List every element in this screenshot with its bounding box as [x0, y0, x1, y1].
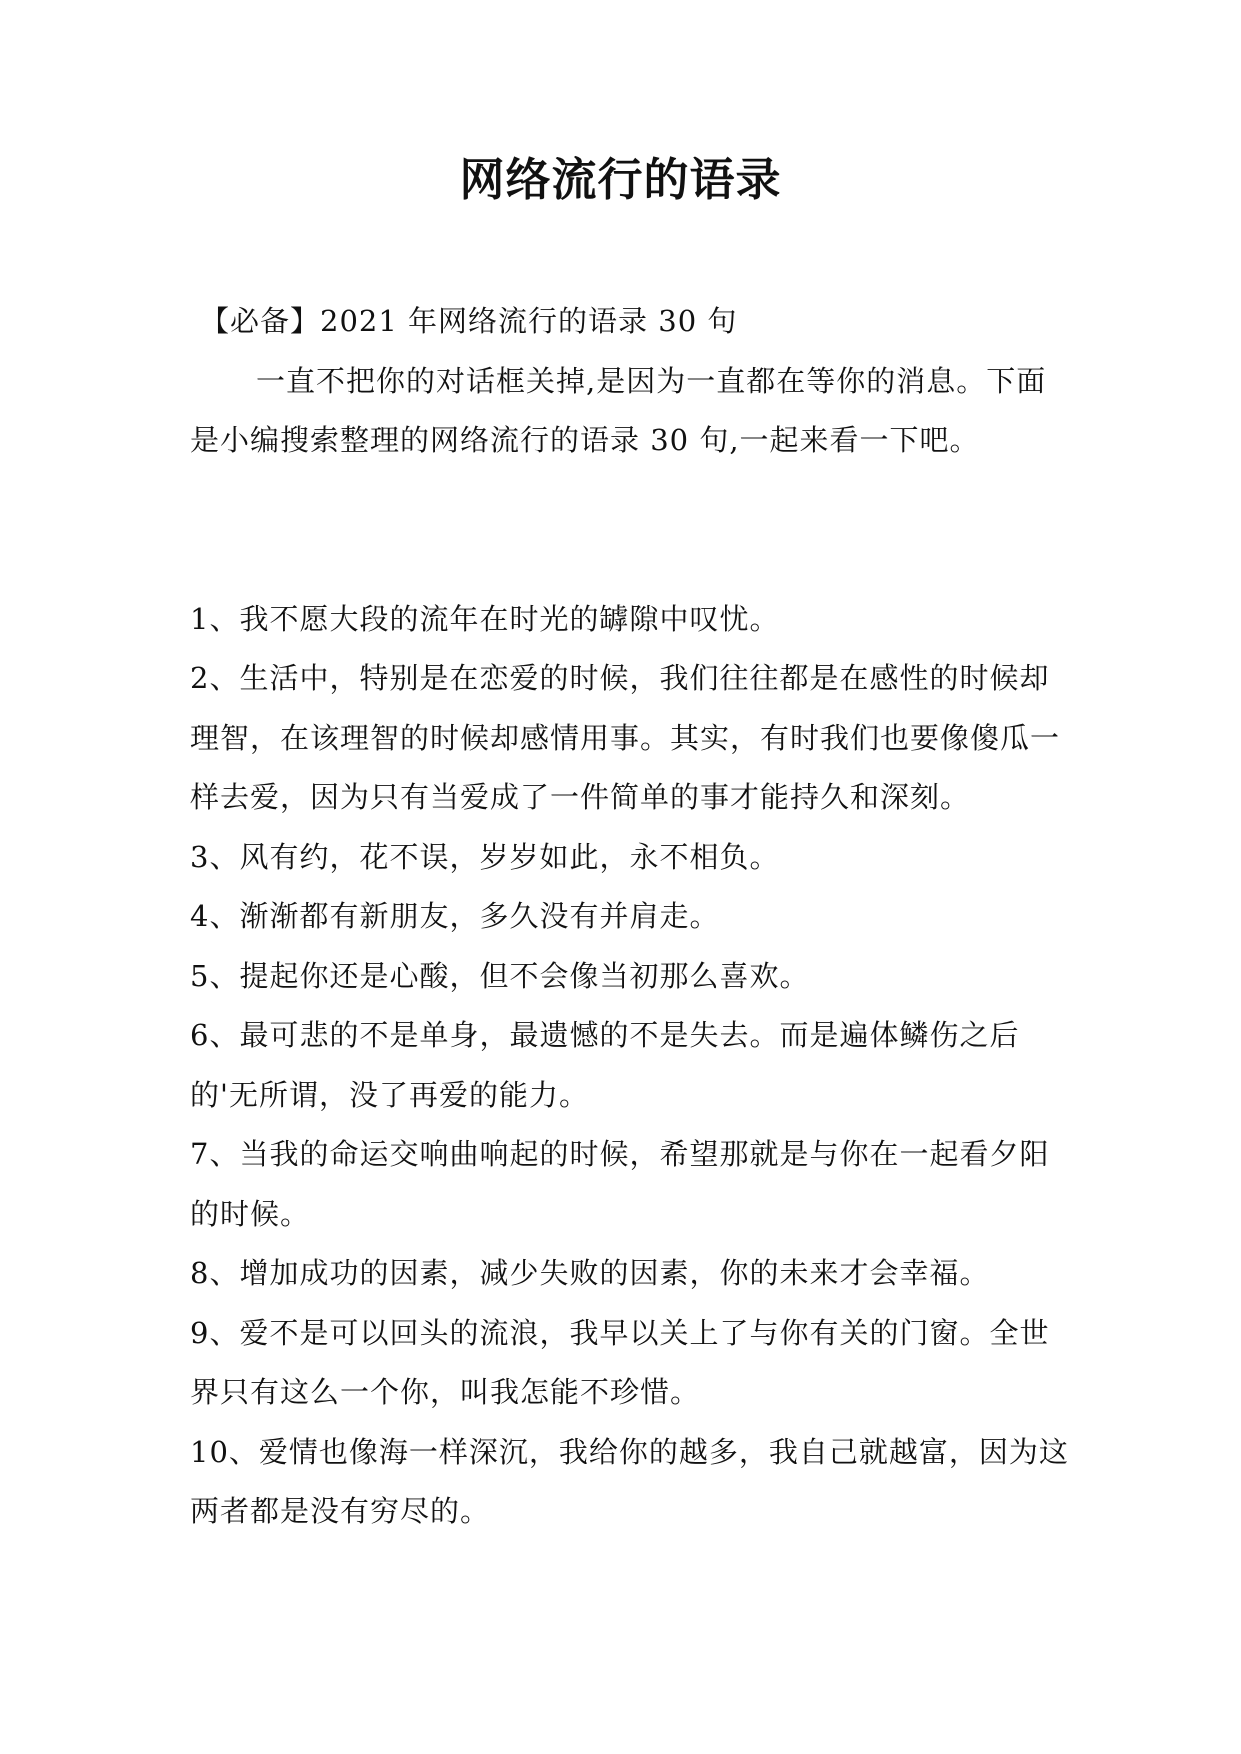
quote-item: 5、提起你还是心酸，但不会像当初那么喜欢。 [190, 958, 810, 993]
quote-item: 3、风有约，花不误，岁岁如此，永不相负。 [190, 839, 780, 874]
quote-item: 8、增加成功的因素，减少失败的因素，你的未来才会幸福。 [190, 1256, 990, 1290]
quote-item: 10、爱情也像海一样深沉，我给你的越多，我自己就越富，因为这两者都是没有穷尽的。 [190, 1434, 1069, 1528]
document-body [190, 292, 1075, 1542]
paragraph-spacer [190, 471, 1075, 590]
quote-item: 9、爱不是可以回头的流浪，我早以关上了与你有关的门窗。全世界只有这么一个你，叫我怎能不珍惜。 [190, 1315, 1050, 1409]
quote-item: 6、最可悲的不是单身，最遗憾的不是失去。而是遍体鳞伤之后的'无所谓，没了再爱的能力。 [190, 1018, 1020, 1112]
document-title: 网络流行的语录 [459, 153, 782, 206]
quote-item: 7、当我的命运交响曲响起的时候，希望那就是与你在一起看夕阳的时候。 [190, 1137, 1050, 1231]
quote-item: 2、生活中，特别是在恋爱的时候，我们往往都是在感性的时候却理智，在该理智的时候却感情用事。其实，有时我们也要像傻瓜一样去爱，因为只有当爱成了一件简单的事才能持久和深刻。 [190, 661, 1061, 814]
quote-item: 1、我不愿大段的流年在时光的罅隙中叹忧。 [190, 601, 780, 636]
quote-item: 4、渐渐都有新朋友，多久没有并肩走。 [190, 899, 720, 933]
intro-paragraph: 一直不把你的对话框关掉,是因为一直都在等你的消息。下面是小编搜索整理的网络流行的语录 30 句,一起来看一下吧。 [190, 363, 1047, 457]
document-subtitle: 【必备】2021 年网络流行的语录 30 句 [200, 304, 738, 338]
